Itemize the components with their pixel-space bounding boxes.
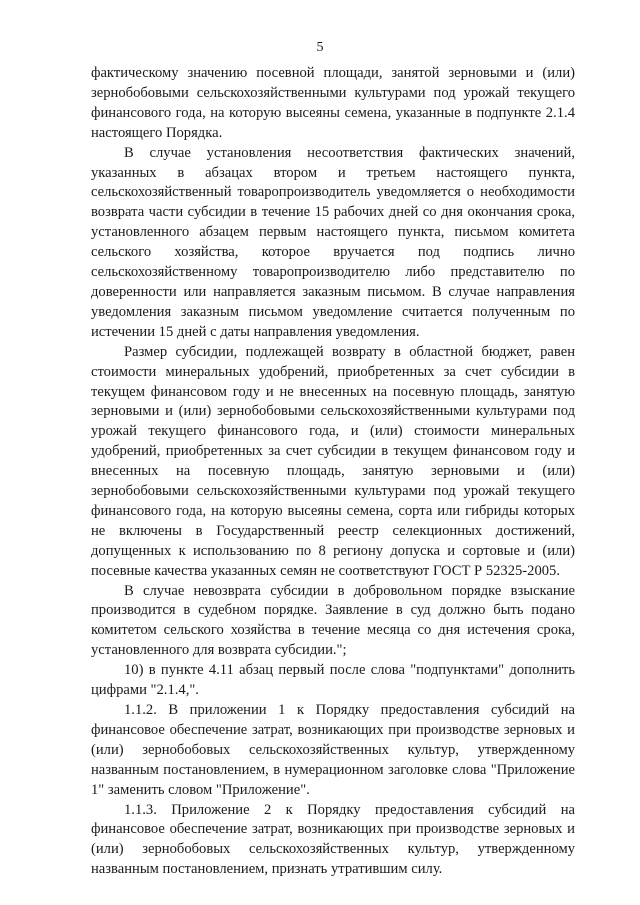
paragraph-1-1-2: 1.1.2. В приложении 1 к Порядку предоставления субсидий на финансовое обеспечение затрат, возникающих при производстве зерновых и (или) зернобобовых сельскохозяйственных культур, утвержденному названным постановлением, в нумерационном заголовке слова "Приложение 1" заменить словом "Приложение". — [91, 702, 575, 798]
document-body — [91, 64, 575, 880]
paragraph-refund-notice: В случае установления несоответствия фактических значений, указанных в абзацах втором и третьем настоящего пункта, сельскохозяйственный товаропроизводитель уведомляется о необходимости возврата части субсидии в течение 15 рабочих дней со дня окончания срока, установленного абзацем первым настоящего пункта, письмом комитета сельского хозяйства, которое вручается под подпись лично сельскохозяйственному товаропроизводителю либо представителю по доверенности или направляется заказным письмом. В случае направления уведомления заказным письмом уведомление считается полученным по истечении 15 дней с даты направления уведомления. — [91, 144, 575, 340]
paragraph-1-1-3: 1.1.3. Приложение 2 к Порядку предоставления субсидий на финансовое обеспечение затрат, возникающих при производстве зерновых и (или) зернобобовых сельскохозяйственных культур, утвержденному названным постановлением, признать утратившим силу. — [91, 801, 575, 878]
paragraph-continuation: фактическому значению посевной площади, занятой зерновыми и (или) зернобобовыми сельскохозяйственными культурами под урожай текущего финансового года, на которую высеяны семена, указанные в подпункте 2.1.4 настоящего Порядка. — [91, 65, 575, 141]
paragraph-court-recovery: В случае невозврата субсидии в добровольном порядке взыскание производится в судебном порядке. Заявление в суд должно быть подано комитетом сельского хозяйства в течение месяца со дня истечения срока, установленного для возврата субсидии."; — [91, 582, 575, 659]
paragraph-refund-amount: Размер субсидии, подлежащей возврату в областной бюджет, равен стоимости минеральных удобрений, приобретенных за счет субсидии в текущем финансовом году и не внесенных на посевную площадь, занятую зерновыми и (или) зернобобовыми сельскохозяйственными культурами под урожай текущего финансового года, и (или) стоимости минеральных удобрений, приобретенных за счет субсидии в текущем финансовом году и внесенных на посевную площадь, занятую зерновыми и (или) зернобобовыми сельскохозяйственными культурами под урожай текущего финансового года, на которую высеяны семена, сорта или гибриды которых не включены в Государственный реестр селекционных достижений, допущенных к использованию по 8 региону допуска и сортовые и (или) посевные качества указанных семян не соответствуют ГОСТ Р 52325-2005. — [91, 343, 575, 579]
paragraph-item-10: 10) в пункте 4.11 абзац первый после слова "подпунктами" дополнить цифрами "2.1.4,". — [91, 662, 575, 699]
page-number: 5 — [316, 40, 324, 55]
